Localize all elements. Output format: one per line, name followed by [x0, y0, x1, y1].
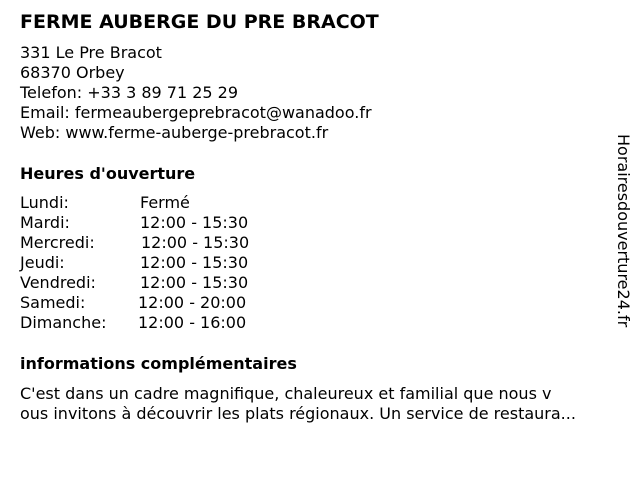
address-city: 68370 Orbey [20, 63, 125, 82]
time-value: 12:00 - 15:30 [140, 213, 249, 232]
business-name: FERME AUBERGE DU PRE BRACOT [20, 11, 379, 33]
address-street: 331 Le Pre Bracot [20, 43, 162, 62]
time-value: 12:00 - 15:30 [140, 273, 249, 292]
day-label: Vendredi: [20, 273, 96, 292]
email-address[interactable]: Email: fermeaubergeprebracot@wanadoo.fr [20, 103, 372, 122]
day-label: Lundi: [20, 193, 69, 212]
time-value: 12:00 - 15:30 [140, 253, 249, 272]
time-value: Fermé [140, 193, 190, 212]
day-label: Mercredi: [20, 233, 95, 252]
info-description [20, 384, 632, 424]
website-link[interactable]: Web: www.ferme-auberge-prebracot.fr [20, 123, 329, 142]
time-value: 12:00 - 20:00 [138, 293, 247, 312]
day-label: Samedi: [20, 293, 86, 312]
day-label: Mardi: [20, 213, 70, 232]
phone-number[interactable]: Telefon: +33 3 89 71 25 29 [20, 83, 239, 102]
watermark-container [612, 134, 634, 344]
contact-block [20, 43, 372, 143]
day-label: Dimanche: [20, 313, 107, 332]
time-value: 12:00 - 16:00 [138, 313, 247, 332]
time-value: 12:00 - 15:30 [141, 233, 250, 252]
hours-heading: Heures d'ouverture [20, 164, 196, 183]
day-label: Jeudi: [20, 253, 65, 272]
info-line: C'est dans un cadre magnifique, chaleureux et familial que nous v [20, 384, 552, 403]
site-watermark: Horairesdouverture24.fr [614, 134, 633, 328]
info-heading: informations complémentaires [20, 354, 297, 373]
info-line: ous invitons à découvrir les plats régionaux. Un service de restaura... [20, 404, 576, 423]
